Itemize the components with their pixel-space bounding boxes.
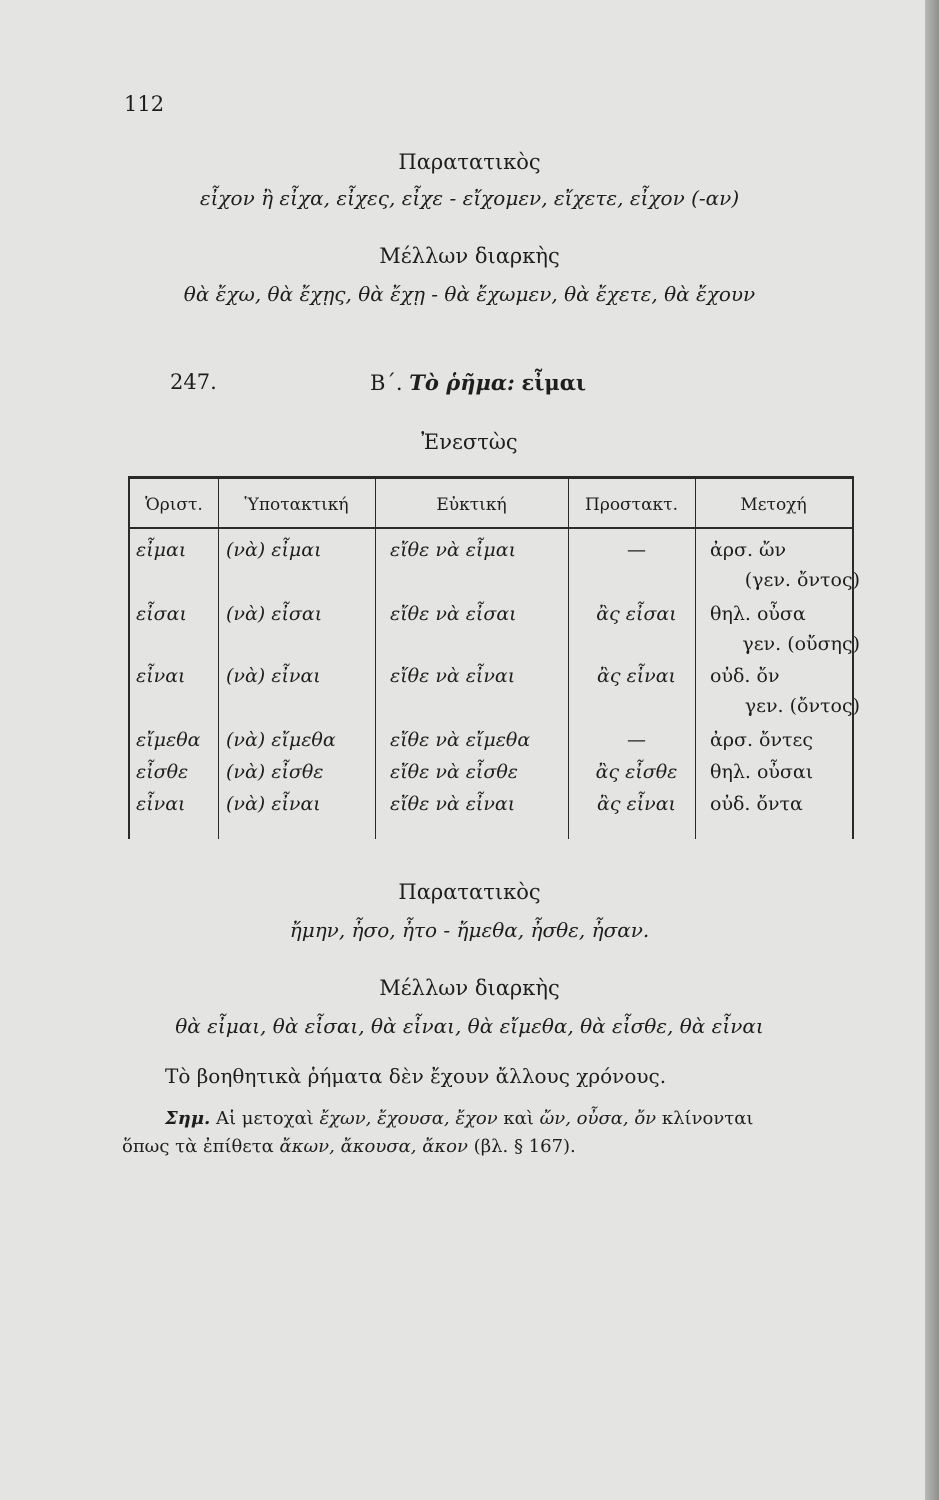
cell-subjunctive: (νὰ) εἶμαι xyxy=(226,539,322,561)
future2-forms: θὰ εἶμαι, θὰ εἶσαι, θὰ εἶναι, θὰ εἴμεθα, θὰ εἶσθε, θὰ εἶναι xyxy=(175,1014,764,1038)
column-divider xyxy=(375,479,376,839)
imperfect-heading: Παρατατικὸς xyxy=(398,150,541,174)
cell-participle: ἀρσ. ὤν xyxy=(710,539,787,561)
note-text: ὅπως τὰ ἐπίθετα xyxy=(122,1136,274,1157)
cell-optative: εἴθε νὰ εἶσθε xyxy=(390,761,518,783)
header-participle: Μετοχή xyxy=(740,495,807,515)
note-text: κλίνονται xyxy=(661,1108,754,1129)
cell-optative: εἴθε νὰ εἶναι xyxy=(390,665,516,687)
present-heading: Ἐνεστὼς xyxy=(421,430,518,454)
cell-optative: εἴθε νὰ εἶναι xyxy=(390,793,516,815)
header-indicative: Ὁριστ. xyxy=(145,495,203,515)
note-text: καὶ xyxy=(503,1108,534,1129)
header-subjunctive: Ὑποτακτική xyxy=(244,495,349,515)
cell-participle: γεν. (οὔσης) xyxy=(742,633,860,655)
cell-indicative: εἶναι xyxy=(136,793,186,815)
imperfect-forms: εἶχον ἢ εἶχα, εἶχες, εἶχε - εἴχομεν, εἴχετε, εἶχον (-αν) xyxy=(199,186,740,210)
cell-imperative: — xyxy=(627,539,646,561)
cell-imperative: ἂς εἶναι xyxy=(597,665,676,687)
cell-participle: θηλ. οὖσα xyxy=(710,603,806,625)
note-line-1 xyxy=(165,1108,753,1129)
section-title-italic: Τὸ ῥῆμα: xyxy=(409,370,515,395)
note-text: ὤν, οὖσα, ὄν xyxy=(539,1108,657,1129)
section-title xyxy=(370,370,586,395)
cell-subjunctive: (νὰ) εἶναι xyxy=(226,793,321,815)
cell-participle: οὐδ. ὄν xyxy=(710,665,780,687)
cell-imperative: — xyxy=(627,729,646,751)
note-text: Αἱ μετοχαὶ xyxy=(216,1108,314,1129)
note-text: ἄκων, ἄκουσα, ἄκον xyxy=(279,1136,468,1157)
cell-optative: εἴθε νὰ εἶσαι xyxy=(390,603,517,625)
cell-indicative: εἶσθε xyxy=(136,761,189,783)
future2-heading: Μέλλων διαρκὴς xyxy=(379,976,560,1000)
cell-indicative: εἶναι xyxy=(136,665,186,687)
section-title-verb: εἶμαι xyxy=(521,370,587,395)
note-label: Σημ. xyxy=(165,1108,211,1129)
future-forms: θὰ ἔχω, θὰ ἔχῃς, θὰ ἔχῃ - θὰ ἔχωμεν, θὰ ἔχετε, θὰ ἔχουν xyxy=(183,282,756,306)
column-divider xyxy=(568,479,569,839)
auxiliary-remark: Τὸ βοηθητικὰ ῥήματα δὲν ἔχουν ἄλλους χρόνους. xyxy=(165,1064,667,1088)
cell-indicative: εἴμεθα xyxy=(136,729,201,751)
cell-participle: θηλ. οὖσαι xyxy=(710,761,814,783)
future-heading: Μέλλων διαρκὴς xyxy=(379,244,560,268)
cell-subjunctive: (νὰ) εἴμεθα xyxy=(226,729,336,751)
section-letter: Β΄. xyxy=(370,371,403,395)
cell-imperative: ἂς εἶναι xyxy=(597,793,676,815)
note-text: ἔχων, ἔχουσα, ἔχον xyxy=(319,1108,498,1129)
cell-imperative: ἂς εἶσθε xyxy=(595,761,678,783)
cell-participle: γεν. (ὄντος) xyxy=(744,695,860,717)
page-number: 112 xyxy=(124,92,165,116)
cell-participle: ἀρσ. ὄντες xyxy=(710,729,814,751)
cell-optative: εἴθε νὰ εἴμεθα xyxy=(390,729,531,751)
note-text: (βλ. § 167). xyxy=(473,1136,576,1157)
column-divider xyxy=(218,479,219,839)
cell-subjunctive: (νὰ) εἶσθε xyxy=(226,761,324,783)
cell-subjunctive: (νὰ) εἶσαι xyxy=(226,603,323,625)
header-optative: Εὐκτική xyxy=(436,495,507,515)
conjugation-table xyxy=(128,476,860,839)
cell-participle: οὐδ. ὄντα xyxy=(710,793,803,815)
cell-subjunctive: (νὰ) εἶναι xyxy=(226,665,321,687)
cell-participle: (γεν. ὄντος) xyxy=(744,569,860,591)
cell-imperative: ἂς εἶσαι xyxy=(596,603,677,625)
cell-optative: εἴθε νὰ εἶμαι xyxy=(390,539,517,561)
header-imperative: Προστακτ. xyxy=(585,495,678,515)
imperfect2-heading: Παρατατικὸς xyxy=(398,880,541,904)
cell-indicative: εἶσαι xyxy=(136,603,187,625)
section-number: 247. xyxy=(170,370,217,394)
imperfect2-forms: ἤμην, ἦσο, ἦτο - ἤμεθα, ἦσθε, ἦσαν. xyxy=(289,918,650,942)
column-divider xyxy=(695,479,696,839)
book-spine-shadow xyxy=(925,0,939,1500)
cell-indicative: εἶμαι xyxy=(136,539,187,561)
note-line-2 xyxy=(122,1136,576,1157)
header-rule xyxy=(130,527,852,529)
